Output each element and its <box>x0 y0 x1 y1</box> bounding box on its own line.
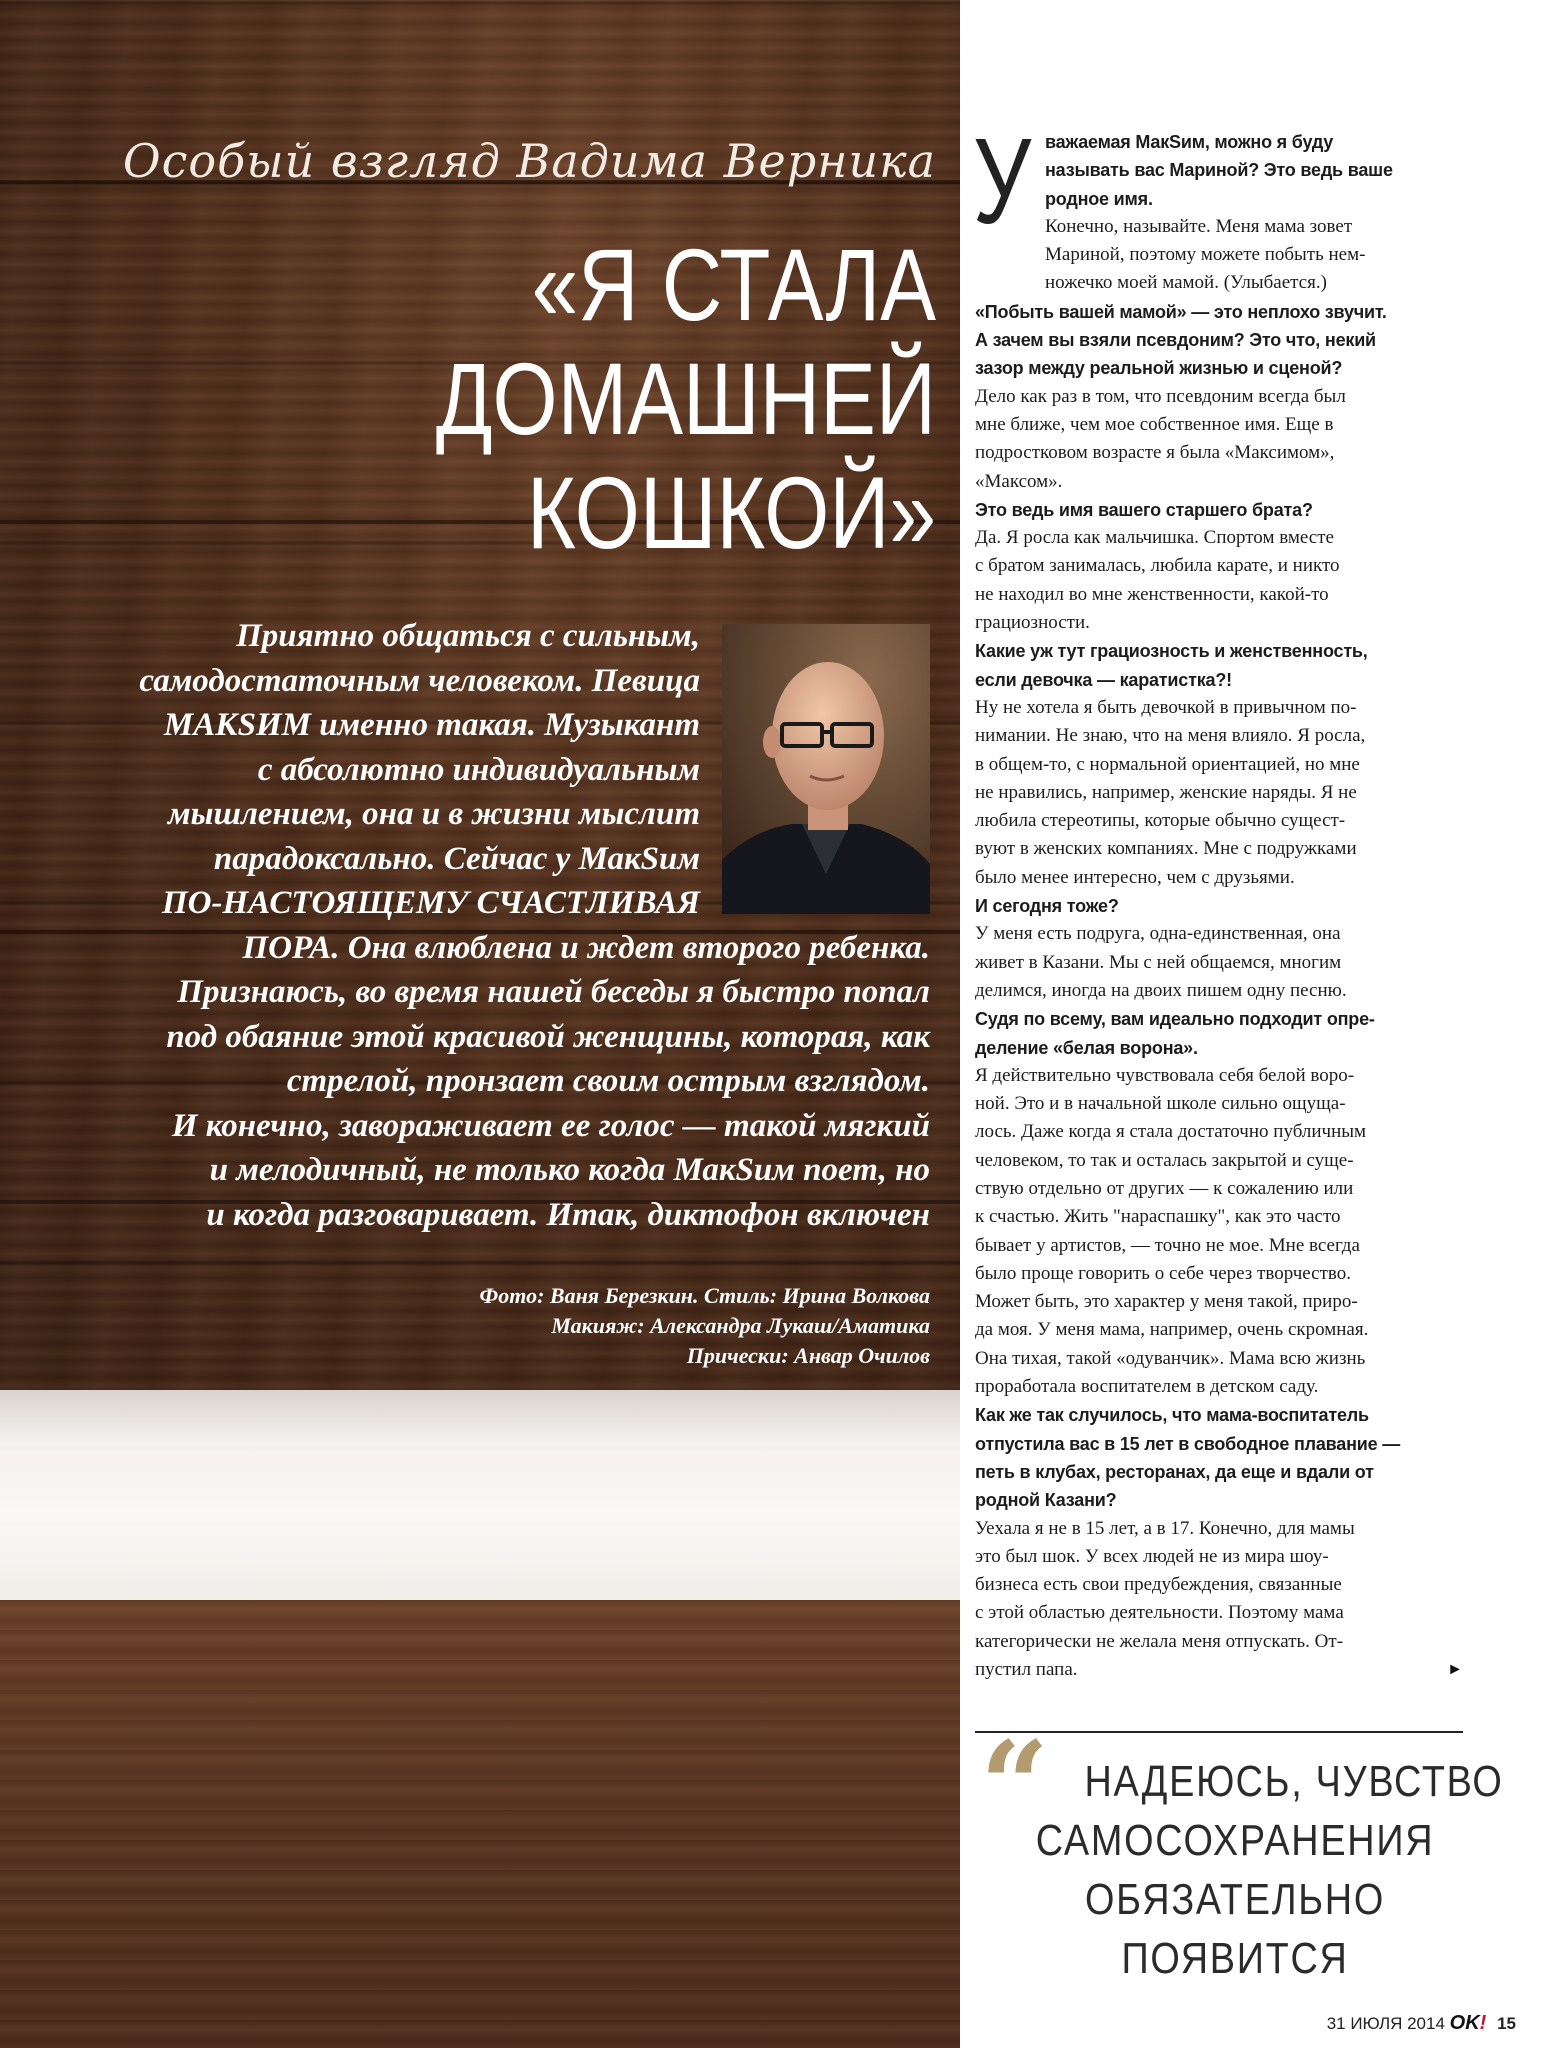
column-title: Особый взгляд Вадима Верника <box>122 134 936 188</box>
intro-line: ПО-НАСТОЯЩЕМУ СЧАСТЛИВАЯ <box>162 885 700 921</box>
headline-line: КОШКОЙ» <box>527 456 936 570</box>
answer-line: Может быть, это характер у меня такой, приро- <box>975 1291 1358 1313</box>
answer-line: было менее интересно, чем с друзьями. <box>975 866 1295 888</box>
answer-line: не нравились, например, женские наряды. Я не <box>975 781 1357 803</box>
answer-line: живет в Казани. Мы с ней общаемся, многим <box>975 951 1342 973</box>
headline <box>362 228 936 570</box>
page-footer <box>1327 2012 1516 2035</box>
answer-line: подростковом возрасте я была «Максимом», <box>975 442 1335 464</box>
intro-line: ПОРА. Она влюблена и ждет второго ребенка. <box>242 929 930 966</box>
answer-line: лось. Даже когда я стала достаточно публичным <box>975 1121 1367 1143</box>
answer-line: ствую отдельно от других — к сожалению или <box>975 1177 1354 1199</box>
intro-line: мышлением, она и в жизни мыслит <box>167 796 700 832</box>
answer-line: грациозности. <box>975 612 1090 634</box>
quote-mark-icon: “ <box>980 1715 1050 1856</box>
question-line: Какие уж тут грациозность и женственность, <box>975 641 1368 662</box>
answer-line: Ну не хотела я быть девочкой в привычном по- <box>975 696 1357 718</box>
answer-line: не находил во мне женственности, какой-то <box>975 583 1329 605</box>
answer-line: проработала воспитателем в детском саду. <box>975 1376 1319 1398</box>
answer-line: Мариной, поэтому можете побыть нем- <box>1045 244 1366 266</box>
interview-column <box>973 113 1465 1684</box>
question-block <box>973 113 1465 298</box>
question-line: родной Казани? <box>975 1490 1117 1511</box>
question-line: важаемая МакSим, можно я буду <box>1045 132 1334 152</box>
answer-line: Да. Я росла как мальчишка. Спортом вместе <box>975 527 1334 549</box>
answer-line: это был шок. У всех людей не из мира шоу- <box>975 1545 1329 1567</box>
triangle-right-icon: ► <box>1447 1661 1463 1679</box>
question-line: называть вас Мариной? Это ведь ваше <box>1045 160 1393 181</box>
intro-line: Приятно общаться с сильным, <box>236 618 700 654</box>
headline-line: «Я СТАЛА <box>531 228 936 342</box>
intro-line: И конечно, завораживает ее голос — такой мягкий <box>171 1107 930 1144</box>
answer-line: ножечко моей мамой. (Улыбается.) <box>1045 272 1327 294</box>
page-number: 15 <box>1497 2014 1516 2033</box>
question-line: Как же так случилось, что мама-воспитатель <box>975 1405 1369 1426</box>
pull-quote-line: ПОЯВИТСЯ <box>1121 1934 1349 1983</box>
pull-quote-line: НАДЕЮСЬ, ЧУВСТВО <box>1084 1757 1504 1806</box>
photo-credits <box>480 1281 930 1371</box>
answer-line: с братом занималась, любила карате, и никто <box>975 555 1340 577</box>
intro-paragraph <box>30 614 930 1237</box>
intro-line: парадоксально. Сейчас у МакSим <box>213 840 700 877</box>
answer-line: любила стереотипы, которые обычно сущест- <box>975 810 1346 832</box>
white-table-surface <box>0 1390 960 1600</box>
intro-line: стрелой, пронзает своим острым взглядом. <box>286 1063 930 1099</box>
answer-line: категорически не желала меня отпускать. От- <box>975 1630 1344 1652</box>
intro-line: Признаюсь, во время нашей беседы я быстро попал <box>177 974 930 1010</box>
credit-line: Макияж: Александра Лукаш/Аматика <box>551 1313 930 1338</box>
answer-line: человеком, то так и осталась закрытой и суще- <box>975 1149 1354 1171</box>
question-line: деление «белая ворона». <box>975 1037 1198 1058</box>
intro-line: самодостаточным человеком. Певица <box>139 662 700 699</box>
answer-line: бывает у артистов, — точно не мое. Мне всегда <box>975 1234 1360 1256</box>
answer-line: бизнеса есть свои предубеждения, связанные <box>975 1574 1342 1596</box>
answer-text: пустил папа. <box>975 1659 1078 1681</box>
answer-line: «Максом». <box>975 470 1063 492</box>
question-line: И сегодня тоже? <box>975 896 1119 917</box>
intro-line: и мелодичный, не только когда МакSим поет, но <box>209 1152 930 1188</box>
intro-line: и когда разговаривает. Итак, диктофон включен <box>206 1196 930 1233</box>
answer-line: да моя. У меня мама, например, очень скромная. <box>975 1319 1369 1341</box>
question-line: петь в клубах, ресторанах, да еще и вдали от <box>975 1461 1374 1482</box>
pull-quote <box>1000 1752 1504 1988</box>
question-line: Судя по всему, вам идеально подходит опре- <box>975 1009 1375 1030</box>
answer-line: Дело как раз в том, что псевдоним всегда был <box>975 385 1346 407</box>
wood-floor-background <box>0 1600 960 2048</box>
question-line: Это ведь имя вашего старшего брата? <box>975 499 1313 520</box>
logo-text: OK <box>1449 2012 1480 2034</box>
answer-line: вуют в женских компаниях. Мне с подружками <box>975 838 1357 860</box>
answer-line: нимании. Не знаю, что на меня влияло. Я росла, <box>975 725 1366 747</box>
answer-line: к счастью. Жить "нараспашку", как это часто <box>975 1206 1341 1228</box>
question-line: «Побыть вашей мамой» — это неплохо звучит. <box>975 301 1387 322</box>
answer-line: мне ближе, чем мое собственное имя. Еще в <box>975 413 1334 435</box>
answer-line: было проще говорить о себе через творчество. <box>975 1262 1352 1284</box>
question-line: родное имя. <box>1045 188 1153 209</box>
pull-quote-line: САМОСОХРАНЕНИЯ <box>1035 1816 1435 1865</box>
issue-date: 31 ИЮЛЯ 2014 <box>1326 2014 1445 2033</box>
answer-line: Я действительно чувствовала себя белой воро- <box>975 1064 1355 1086</box>
intro-line: под обаяние этой красивой женщины, которая, как <box>166 1018 930 1055</box>
credit-line: Фото: Ваня Березкин. Стиль: Ирина Волкова <box>479 1283 930 1308</box>
question-line: А зачем вы взяли псевдоним? Это что, некий <box>975 330 1376 351</box>
question-line: зазор между реальной жизнью и сценой? <box>975 358 1343 379</box>
answer-line <box>975 1656 1465 1684</box>
intro-line: с абсолютно индивидуальным <box>257 751 700 788</box>
answer-line: делимся, иногда на двоих пишем одну песню. <box>975 979 1347 1001</box>
answer-line: ной. Это и в начальной школе сильно ощуща- <box>975 1093 1346 1115</box>
pull-quote-line: ОБЯЗАТЕЛЬНО <box>1084 1875 1386 1924</box>
question-line: если девочка — каратистка?! <box>975 669 1232 690</box>
drop-cap: У <box>973 113 1032 249</box>
answer-line: Она тихая, такой «одуванчик». Мама всю жизнь <box>975 1347 1366 1369</box>
answer-line: У меня есть подруга, одна-единственная, она <box>975 923 1341 945</box>
answer-line: Конечно, называйте. Меня мама зовет <box>1045 215 1353 237</box>
answer-line: с этой областью деятельности. Поэтому мама <box>975 1602 1344 1624</box>
question-line: отпустила вас в 15 лет в свободное плавание — <box>975 1433 1401 1454</box>
answer-line: Уехала я не в 15 лет, а в 17. Конечно, для мамы <box>975 1517 1355 1539</box>
logo-bang: ! <box>1479 2012 1487 2034</box>
headline-line: ДОМАШНЕЙ <box>435 342 936 456</box>
magazine-logo <box>1450 2012 1487 2034</box>
answer-line: в общем-то, с нормальной ориентацией, но мне <box>975 753 1360 775</box>
intro-line: МАКSИМ именно такая. Музыкант <box>163 707 700 743</box>
credit-line: Прически: Анвар Очилов <box>686 1343 930 1368</box>
